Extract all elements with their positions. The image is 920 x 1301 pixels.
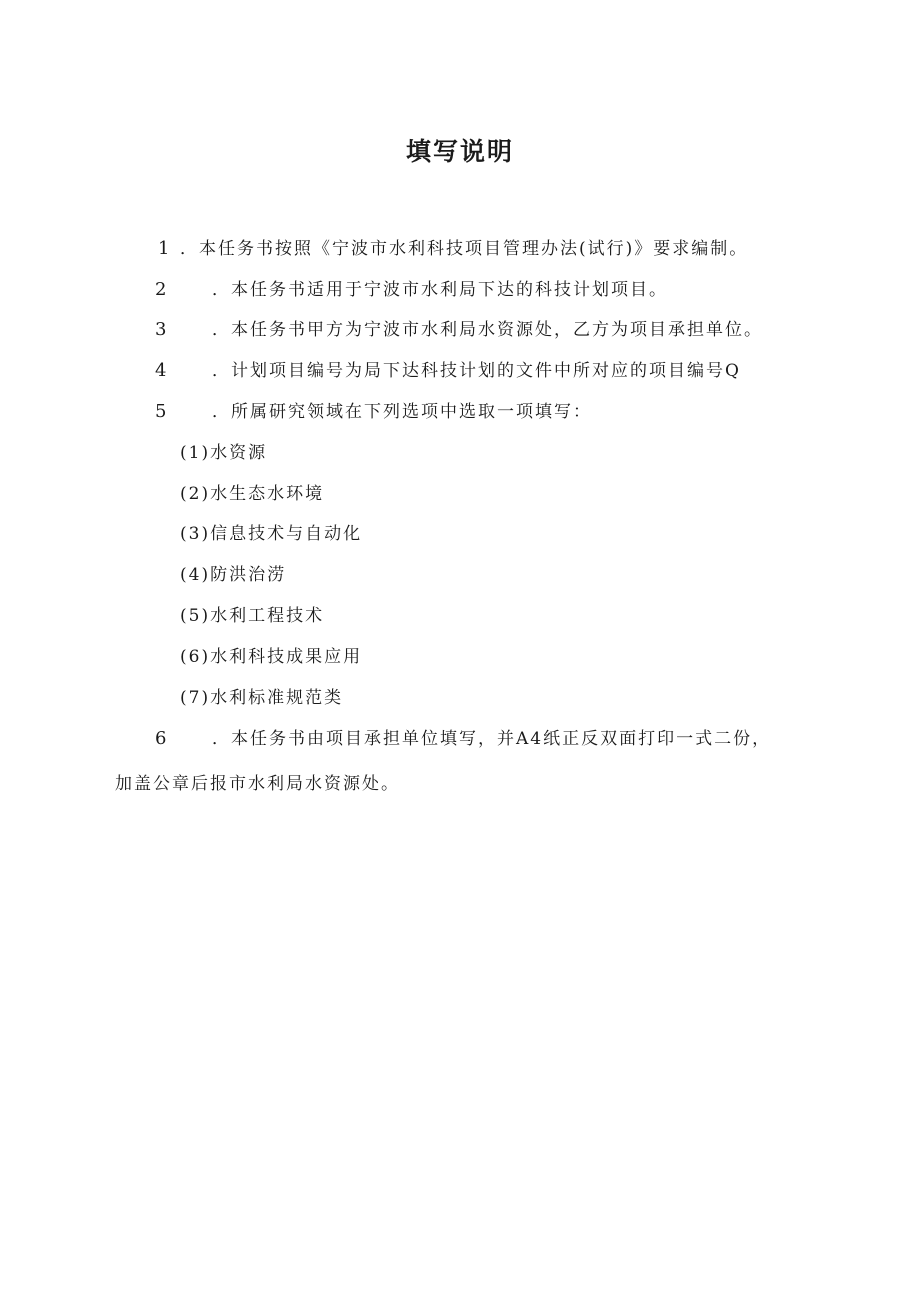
instruction-item-1 (158, 237, 748, 261)
instruction-item-5 (155, 400, 592, 424)
option-4: (4)防洪治涝 (180, 565, 287, 585)
item-number: 3 (155, 319, 169, 340)
page-title: 填写说明 (405, 137, 514, 166)
instruction-item-4 (155, 359, 741, 383)
option-5: (5)水利工程技术 (180, 606, 325, 626)
item-text: ．本任务书甲方为宁波市水利局水资源处，乙方为项目承担单位。 (212, 320, 763, 340)
option-6: (6)水利科技成果应用 (180, 647, 363, 667)
item-number: 1 (158, 238, 172, 259)
option-1: (1)水资源 (180, 443, 268, 463)
item-text: ．计划项目编号为局下达科技计划的文件中所对应的项目编号Q (212, 361, 741, 381)
option-2: (2)水生态水环境 (180, 484, 325, 504)
item-number: 6 (155, 728, 169, 749)
instruction-item-2 (155, 278, 668, 302)
option-3: (3)信息技术与自动化 (180, 524, 363, 544)
item-text: ．本任务书按照《宁波市水利科技项目管理办法(试行)》要求编制。 (180, 239, 749, 259)
instruction-item-6 (155, 727, 771, 751)
item-text: ．所属研究领域在下列选项中选取一项填写： (212, 402, 592, 422)
item-text: ．本任务书由项目承担单位填写，并A4纸正反双面打印一式二份， (212, 729, 772, 749)
item-number: 4 (155, 360, 169, 381)
item-number: 2 (155, 279, 169, 300)
item-text: ．本任务书适用于宁波市水利局下达的科技计划项目。 (212, 280, 668, 300)
instruction-item-6-continuation: 加盖公章后报市水利局水资源处。 (115, 774, 400, 794)
instruction-item-3 (155, 318, 763, 342)
item-number: 5 (155, 401, 169, 422)
option-7: (7)水利标准规范类 (180, 688, 344, 708)
